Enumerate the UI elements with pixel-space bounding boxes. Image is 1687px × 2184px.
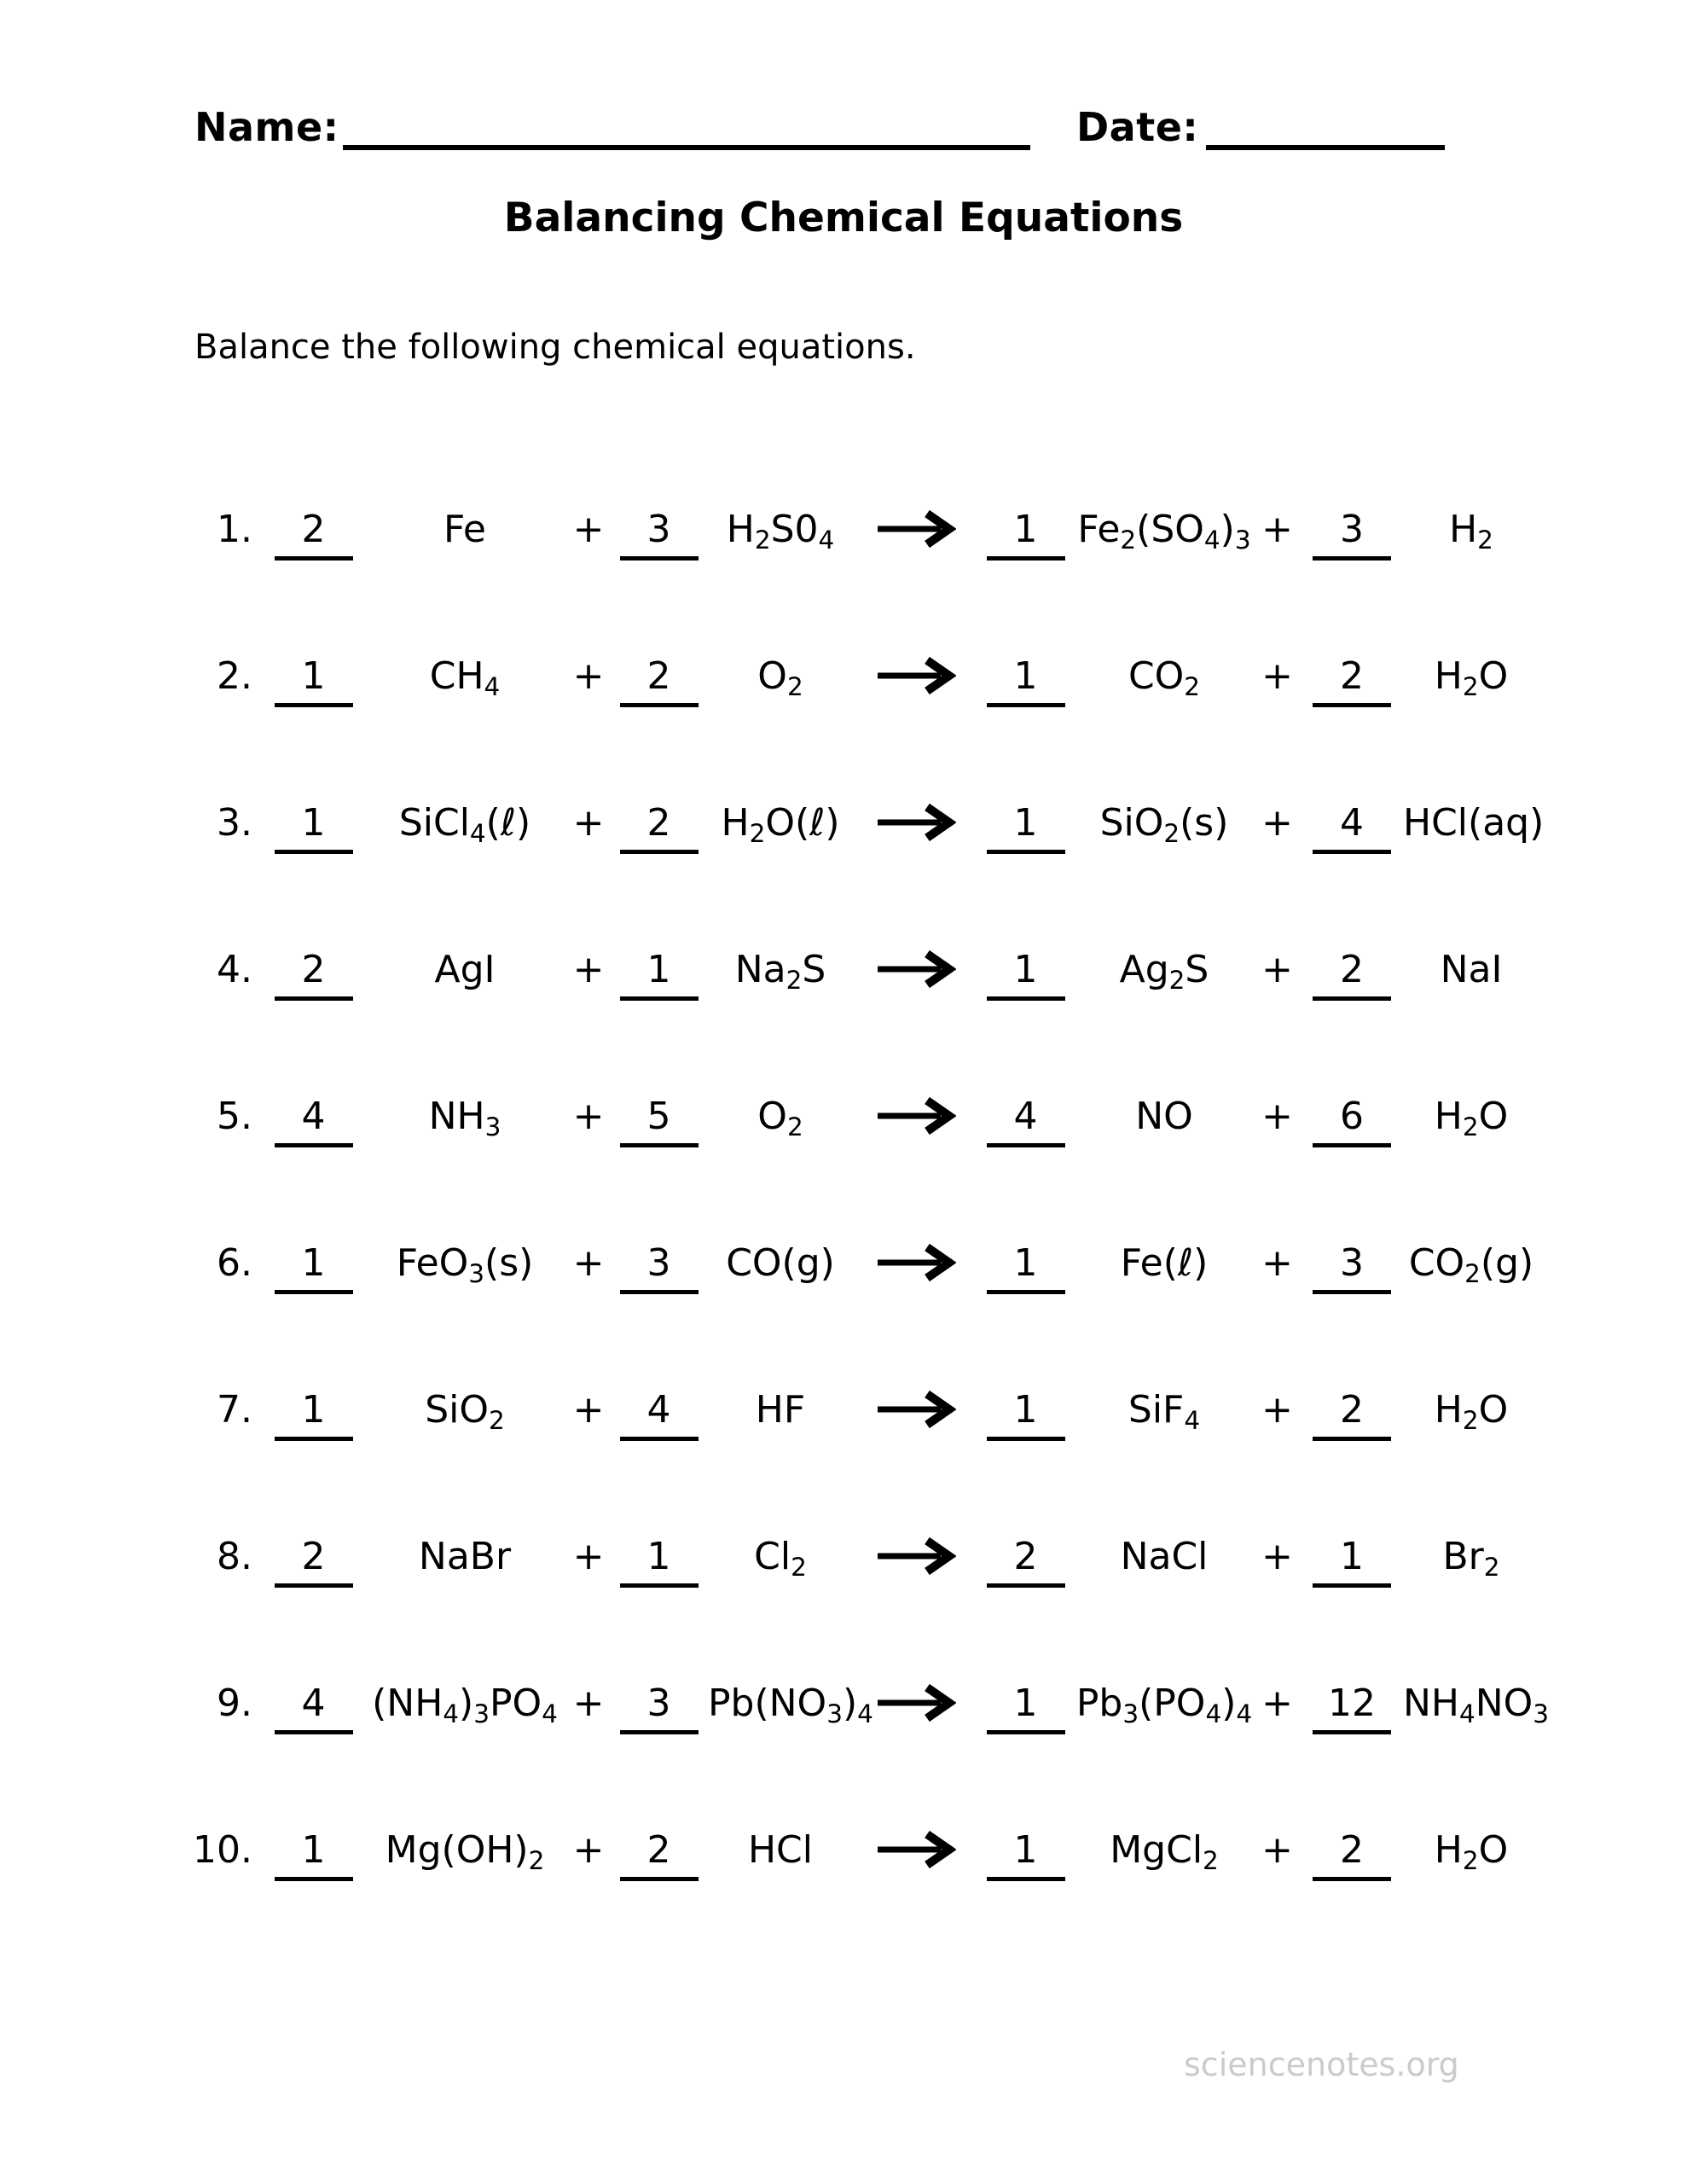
plus-sign: + [1261, 1387, 1293, 1432]
coefficient-blank: 3 [1301, 498, 1403, 561]
equation-number: 10. [193, 1827, 252, 1872]
product-formula: $Fe_2(SO_4)_3$ [1077, 507, 1251, 555]
coefficient-blank: 3 [1301, 1232, 1403, 1294]
product-formula: NaCl [1120, 1534, 1209, 1578]
reactant-formula: FeO$_3$(s) [396, 1240, 534, 1288]
coefficient-blank: 1 [977, 938, 1075, 1001]
coefficient-blank: 1 [264, 1379, 362, 1441]
equation-number: 6. [217, 1240, 252, 1285]
reaction-arrow-icon [853, 802, 977, 843]
plus-sign: + [1261, 947, 1293, 991]
equation-row-10 [175, 1776, 1574, 1923]
plus-sign: + [572, 507, 605, 551]
equation-number: 5. [217, 1094, 252, 1138]
coefficient-blank: 2 [1301, 645, 1403, 707]
coefficient-blank: 1 [1301, 1525, 1403, 1588]
plus-sign: + [572, 1827, 605, 1872]
instruction-text: Balance the following chemical equations. [194, 328, 916, 367]
plus-sign: + [1261, 1534, 1293, 1578]
plus-sign: + [572, 1387, 605, 1432]
coefficient-blank: 6 [1301, 1085, 1403, 1147]
coefficient-blank: 2 [610, 645, 708, 707]
plus-sign: + [572, 1094, 605, 1138]
coefficient-blank: 1 [264, 1819, 362, 1881]
equation-number: 1. [217, 507, 252, 551]
equation-row-4 [175, 896, 1574, 1043]
product-formula: $Br_2$ [1442, 1534, 1500, 1582]
reactant-formula: $NH_3$ [428, 1094, 501, 1141]
reactant-formula: $Mg(OH)_2$ [385, 1827, 545, 1875]
product-formula: $H_2O$ [1434, 1387, 1509, 1435]
coefficient-blank: 12 [1301, 1672, 1403, 1734]
name-underline [343, 145, 1030, 150]
reactant-formula: $H_2S0_4$ [726, 507, 835, 555]
coefficient-blank: 2 [264, 938, 362, 1001]
reactant-formula: $Cl_2$ [754, 1534, 807, 1582]
coefficient-blank: 4 [977, 1085, 1075, 1147]
reactant-formula: NaBr [418, 1534, 512, 1578]
date-underline [1206, 145, 1445, 150]
product-formula: $H_2$ [1449, 507, 1493, 555]
plus-sign: + [572, 1240, 605, 1285]
coefficient-blank: 3 [610, 498, 708, 561]
product-formula: $Pb_3(PO_4)_4$ [1075, 1681, 1253, 1728]
coefficient-blank: 1 [977, 1672, 1075, 1734]
reactant-formula: $(NH_4)_3PO_4$ [372, 1681, 558, 1728]
coefficient-blank: 1 [977, 1819, 1075, 1881]
equation-number: 7. [217, 1387, 252, 1432]
product-formula: $CO_2$ [1128, 653, 1201, 701]
reactant-formula: $CH_4$ [429, 653, 501, 701]
name-label: Name: [194, 104, 339, 150]
coefficient-blank: 2 [1301, 938, 1403, 1001]
product-formula: SiF$_4$ [1128, 1387, 1201, 1435]
coefficient-blank: 1 [977, 645, 1075, 707]
coefficient-blank: 1 [264, 792, 362, 854]
reaction-arrow-icon [853, 1389, 977, 1430]
coefficient-blank: 1 [610, 1525, 708, 1588]
plus-sign: + [572, 653, 605, 698]
product-formula: SiO$_2$(s) [1099, 800, 1229, 848]
coefficient-blank: 1 [977, 1379, 1075, 1441]
reactant-formula: CO(g) [726, 1240, 835, 1285]
reactant-formula: $O_2$ [757, 1094, 803, 1141]
coefficient-blank: 1 [610, 938, 708, 1001]
equation-number: 8. [217, 1534, 252, 1578]
coefficient-blank: 1 [977, 498, 1075, 561]
reactant-formula: HCl [747, 1827, 814, 1872]
coefficient-blank: 5 [610, 1085, 708, 1147]
page-title: Balancing Chemical Equations [503, 195, 1184, 241]
reactant-formula: SiO$_2$ [425, 1387, 505, 1435]
reactant-formula: $H_2O(\ell)$ [721, 800, 840, 848]
product-formula: NO [1135, 1094, 1193, 1138]
coefficient-blank: 1 [977, 1232, 1075, 1294]
plus-sign: + [1261, 653, 1293, 698]
coefficient-blank: 2 [1301, 1379, 1403, 1441]
equation-number: 4. [217, 947, 252, 991]
equation-row-9 [175, 1629, 1574, 1776]
reaction-arrow-icon [853, 949, 977, 990]
equation-row-7 [175, 1336, 1574, 1483]
reaction-arrow-icon [853, 655, 977, 696]
equation-number: 2. [217, 653, 252, 698]
equation-row-6 [175, 1189, 1574, 1336]
reactant-formula: $O_2$ [757, 653, 803, 701]
coefficient-blank: 4 [610, 1379, 708, 1441]
reaction-arrow-icon [853, 1536, 977, 1577]
footer-watermark: sciencenotes.org [1184, 2046, 1459, 2083]
reaction-arrow-icon [853, 1242, 977, 1283]
product-formula: Fe(ℓ) [1120, 1240, 1209, 1285]
coefficient-blank: 4 [264, 1672, 362, 1734]
reactant-formula: AgI [434, 947, 496, 991]
date-label: Date: [1076, 104, 1199, 150]
equation-list [175, 456, 1574, 1923]
plus-sign: + [572, 1534, 605, 1578]
coefficient-blank: 1 [264, 1232, 362, 1294]
equation-row-2 [175, 602, 1574, 749]
coefficient-blank: 2 [264, 1525, 362, 1588]
plus-sign: + [1261, 1240, 1293, 1285]
product-formula: MgCl$_2$ [1110, 1827, 1219, 1875]
coefficient-blank: 4 [1301, 792, 1403, 854]
reactant-formula: SiCl$_4$(ℓ) [398, 800, 531, 848]
coefficient-blank: 2 [610, 792, 708, 854]
product-formula: $NH_4NO_3$ [1403, 1681, 1550, 1728]
coefficient-blank: 3 [610, 1232, 708, 1294]
coefficient-blank: 2 [610, 1819, 708, 1881]
plus-sign: + [1261, 1827, 1293, 1872]
reaction-arrow-icon [853, 1829, 977, 1870]
product-formula: $H_2O$ [1434, 1827, 1509, 1875]
coefficient-blank: 2 [1301, 1819, 1403, 1881]
plus-sign: + [1261, 1094, 1293, 1138]
reactant-formula: $Pb(NO_3)_4$ [708, 1681, 873, 1728]
product-formula: $H_2O$ [1434, 653, 1509, 701]
equation-row-1 [175, 456, 1574, 602]
plus-sign: + [572, 947, 605, 991]
equation-row-3 [175, 749, 1574, 896]
product-formula: $H_2O$ [1434, 1094, 1509, 1141]
equation-row-5 [175, 1043, 1574, 1189]
reaction-arrow-icon [853, 1095, 977, 1136]
product-formula: $Ag_2S$ [1119, 947, 1209, 995]
equation-number: 3. [217, 800, 252, 845]
plus-sign: + [572, 800, 605, 845]
plus-sign: + [1261, 1681, 1293, 1725]
coefficient-blank: 2 [264, 498, 362, 561]
plus-sign: + [572, 1681, 605, 1725]
plus-sign: + [1261, 800, 1293, 845]
reaction-arrow-icon [853, 508, 977, 549]
reactant-formula: Fe [443, 507, 486, 551]
product-formula: HCl(aq) [1403, 800, 1545, 845]
coefficient-blank: 3 [610, 1672, 708, 1734]
product-formula: $CO_2(g)$ [1408, 1240, 1534, 1288]
coefficient-blank: 1 [264, 645, 362, 707]
equation-row-8 [175, 1483, 1574, 1629]
coefficient-blank: 1 [977, 792, 1075, 854]
plus-sign: + [1261, 507, 1293, 551]
reactant-formula: $Na_2S$ [734, 947, 826, 995]
product-formula: NaI [1440, 947, 1503, 991]
equation-number: 9. [217, 1681, 252, 1725]
coefficient-blank: 2 [977, 1525, 1075, 1588]
coefficient-blank: 4 [264, 1085, 362, 1147]
reactant-formula: HF [755, 1387, 806, 1432]
